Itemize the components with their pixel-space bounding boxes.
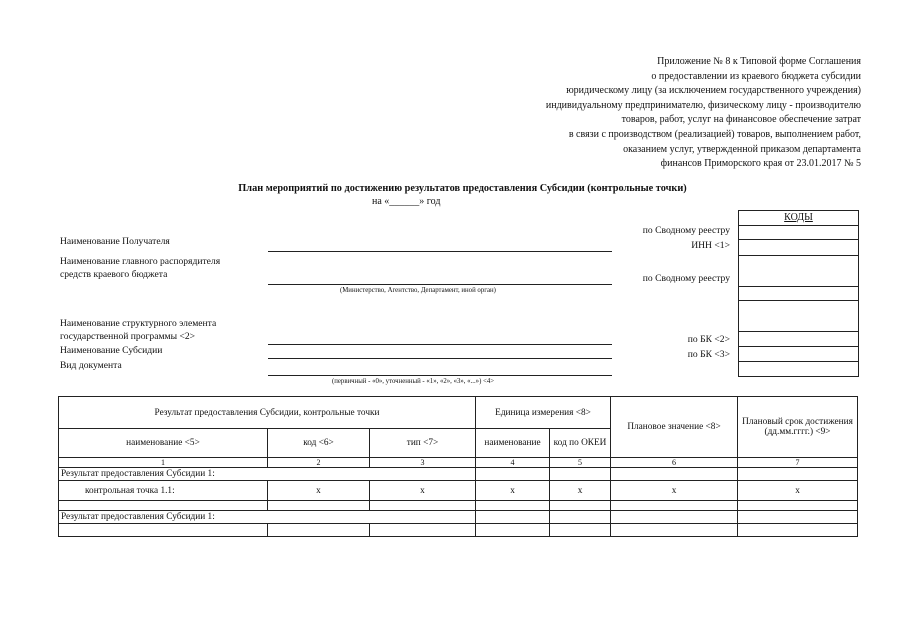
appendix-line: финансов Приморского края от 23.01.2017 № 5 — [660, 158, 861, 170]
x-cell: х — [550, 481, 611, 501]
appendix-line: индивидуальному предпринимателю, физическому лицу - производителю — [545, 99, 861, 111]
table-cell[interactable] — [476, 468, 550, 481]
table-cell[interactable] — [611, 468, 738, 481]
table-cell[interactable] — [611, 501, 738, 511]
header-type: тип <7> — [370, 429, 476, 458]
table-cell[interactable] — [738, 511, 858, 524]
header-plan-date: Плановый срок достижения (дд.мм.гггг.) <9> — [738, 397, 858, 458]
bk-label-3: по БК <3> — [687, 349, 730, 360]
doc-type-line[interactable] — [268, 375, 612, 376]
table-cell[interactable] — [268, 524, 370, 537]
subsidy-label: Наименование Субсидии — [60, 345, 163, 356]
table-cell[interactable] — [550, 511, 611, 524]
appendix-line: о предоставлении из краевого бюджета субсидии — [651, 70, 861, 82]
table-cell[interactable] — [59, 524, 268, 537]
code-cell-spacer — [739, 286, 858, 300]
manager-label-line2: средств краевого бюджета — [60, 269, 168, 280]
code-cell-svodny-reestr-2[interactable] — [739, 255, 858, 286]
recipient-line[interactable] — [268, 251, 612, 252]
code-cell-program — [739, 300, 858, 331]
bk-label-2: по БК <2> — [687, 334, 730, 345]
code-cell-doc-type[interactable] — [739, 361, 858, 376]
checkpoints-table — [58, 396, 858, 537]
table-cell[interactable] — [268, 501, 370, 511]
appendix-line: товаров, работ, услуг на финансовое обеспечение затрат — [621, 114, 861, 126]
code-cell-bk-3[interactable] — [739, 346, 858, 361]
col-number: 6 — [611, 458, 738, 468]
manager-note: (Министерство, Агентство, Департамент, иной орган) — [340, 287, 496, 294]
inn-label: ИНН <1> — [691, 240, 730, 251]
table-cell[interactable] — [550, 468, 611, 481]
col-number: 4 — [476, 458, 550, 468]
col-number: 1 — [59, 458, 268, 468]
code-cell-svodny-reestr[interactable] — [739, 225, 858, 239]
program-line[interactable] — [268, 344, 612, 345]
code-cell-bk-2[interactable] — [739, 331, 858, 346]
code-cell-inn[interactable] — [739, 239, 858, 255]
doc-type-note: (первичный - «0», уточненный - «1», «2», «3», «...») <4> — [332, 378, 495, 385]
codes-box — [738, 210, 859, 377]
svodny-reestr-label-1: по Сводному реестру — [642, 225, 730, 236]
col-number: 7 — [738, 458, 858, 468]
x-cell: х — [738, 481, 858, 501]
col-number: 5 — [550, 458, 611, 468]
table-cell[interactable] — [738, 524, 858, 537]
header-name: наименование <5> — [59, 429, 268, 458]
manager-label-line1: Наименование главного распорядителя — [60, 256, 221, 267]
header-code: код <6> — [268, 429, 370, 458]
appendix-line: Приложение № 8 к Типовой форме Соглашения — [657, 56, 861, 67]
table-cell[interactable] — [476, 501, 550, 511]
appendix-line: в связи с производством (реализацией) товаров, выполнением работ, — [568, 128, 861, 140]
header-plan-value: Плановое значение <8> — [611, 397, 738, 458]
appendix-header — [546, 55, 861, 172]
table-cell[interactable] — [476, 511, 550, 524]
table-cell[interactable] — [611, 524, 738, 537]
x-cell: х — [476, 481, 550, 501]
x-cell: х — [268, 481, 370, 501]
table-cell[interactable] — [476, 524, 550, 537]
table-cell[interactable] — [370, 501, 476, 511]
appendix-line: оказанием услуг, утвержденной приказом департамента — [623, 143, 861, 155]
header-unit-name: наименование — [476, 429, 550, 458]
table-cell[interactable] — [738, 501, 858, 511]
checkpoint-label: контрольная точка 1.1: — [59, 481, 268, 501]
col-number: 3 — [370, 458, 476, 468]
manager-line[interactable] — [268, 284, 612, 285]
header-unit: Единица измерения <8> — [476, 397, 611, 429]
svodny-reestr-label-2: по Сводному реестру — [642, 273, 730, 284]
col-number: 2 — [268, 458, 370, 468]
result-row-1-label: Результат предоставления Субсидии 1: — [59, 468, 476, 481]
x-cell: х — [370, 481, 476, 501]
document-title: План мероприятий по достижению результатов предоставления Субсидии (контрольные точки) — [238, 183, 687, 194]
recipient-label: Наименование Получателя — [60, 236, 170, 247]
table-cell[interactable] — [738, 468, 858, 481]
document-subtitle: на «______» год — [372, 196, 441, 207]
table-cell[interactable] — [59, 501, 268, 511]
codes-header: КОДЫ — [784, 212, 813, 223]
header-result: Результат предоставления Субсидии, контрольные точки — [59, 397, 476, 429]
appendix-line: юридическому лицу (за исключением государственного учреждения) — [566, 85, 861, 97]
table-cell[interactable] — [550, 524, 611, 537]
subsidy-line[interactable] — [268, 358, 612, 359]
x-cell: х — [611, 481, 738, 501]
table-cell[interactable] — [370, 524, 476, 537]
table-cell[interactable] — [550, 501, 611, 511]
header-okei: код по ОКЕИ — [550, 429, 611, 458]
table-cell[interactable] — [611, 511, 738, 524]
program-label-line1: Наименование структурного элемента — [60, 318, 217, 329]
result-row-2-label: Результат предоставления Субсидии 1: — [59, 511, 476, 524]
program-label-line2: государственной программы <2> — [60, 331, 196, 342]
doc-type-label: Вид документа — [60, 360, 122, 371]
